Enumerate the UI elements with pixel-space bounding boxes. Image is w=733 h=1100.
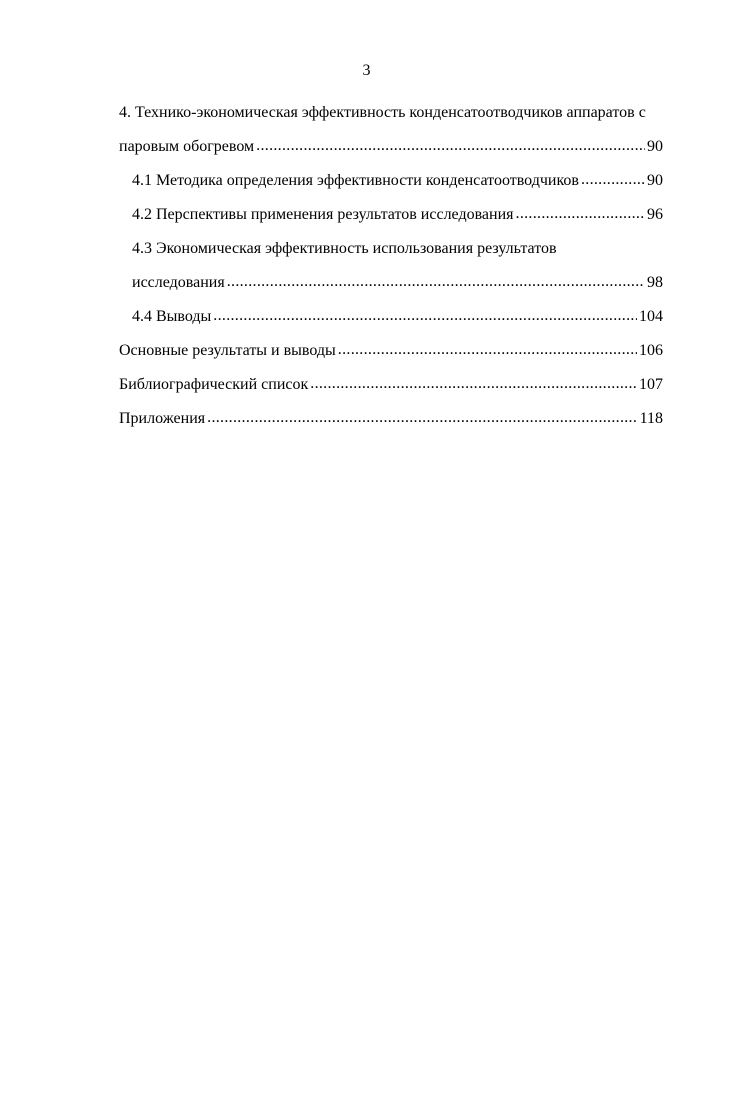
toc-entry-page: 107	[639, 376, 663, 393]
toc-entry-chapter-4	[119, 96, 663, 164]
toc-entry-title: 4.1 Методика определения эффективности конденсатоотводчиков	[132, 172, 579, 189]
toc-entry-title: Основные результаты и выводы	[119, 342, 336, 359]
toc-entry-section-4-4	[119, 300, 663, 334]
toc-entry-title-line: 4.3 Экономическая эффективность использования результатов	[132, 240, 557, 257]
toc-entry-section-4-1	[119, 164, 663, 198]
toc-entry-page: 90	[647, 138, 663, 155]
toc-entry-section-4-2	[119, 198, 663, 232]
toc-entry-line	[132, 300, 663, 334]
toc-entry-section-4-3	[119, 232, 663, 300]
toc-entry-line	[132, 164, 663, 198]
toc-entry-title: паровым обогревом	[119, 138, 255, 155]
dot-leader	[213, 299, 637, 333]
dot-leader	[338, 333, 637, 367]
toc-entry-line	[132, 198, 663, 232]
toc-entry-page: 104	[639, 308, 663, 325]
toc-entry-title: исследования	[132, 274, 225, 291]
toc-entry-page: 118	[639, 410, 663, 427]
toc-entry-title-line: 4. Технико-экономическая эффективность конденсатоотводчиков аппаратов с	[119, 104, 646, 121]
toc-entry-bibliography	[119, 368, 663, 402]
toc-entry-line	[119, 402, 663, 436]
dot-leader	[256, 129, 645, 163]
toc-entry-title: Приложения	[119, 410, 206, 427]
toc-entry-line	[132, 266, 663, 300]
toc-entry-title: 4.4 Выводы	[132, 308, 212, 325]
toc-entry-page: 96	[647, 206, 663, 223]
dot-leader	[207, 401, 637, 435]
toc-entry-appendices	[119, 402, 663, 436]
toc-entry-page: 90	[647, 172, 663, 189]
toc-entry-title: 4.2 Перспективы применения результатов исследования	[132, 206, 514, 223]
toc-entry-page: 106	[639, 342, 663, 359]
dot-leader	[581, 163, 645, 197]
table-of-contents	[119, 96, 663, 436]
toc-entry-line	[119, 130, 663, 164]
toc-entry-line	[119, 334, 663, 368]
toc-entry-main-results	[119, 334, 663, 368]
page-number: 3	[362, 62, 371, 79]
toc-entry-line	[119, 368, 663, 402]
dot-leader	[516, 197, 645, 231]
dot-leader	[227, 265, 645, 299]
dot-leader	[310, 367, 637, 401]
toc-entry-title: Библиографический список	[119, 376, 309, 393]
toc-entry-page: 98	[647, 274, 663, 291]
